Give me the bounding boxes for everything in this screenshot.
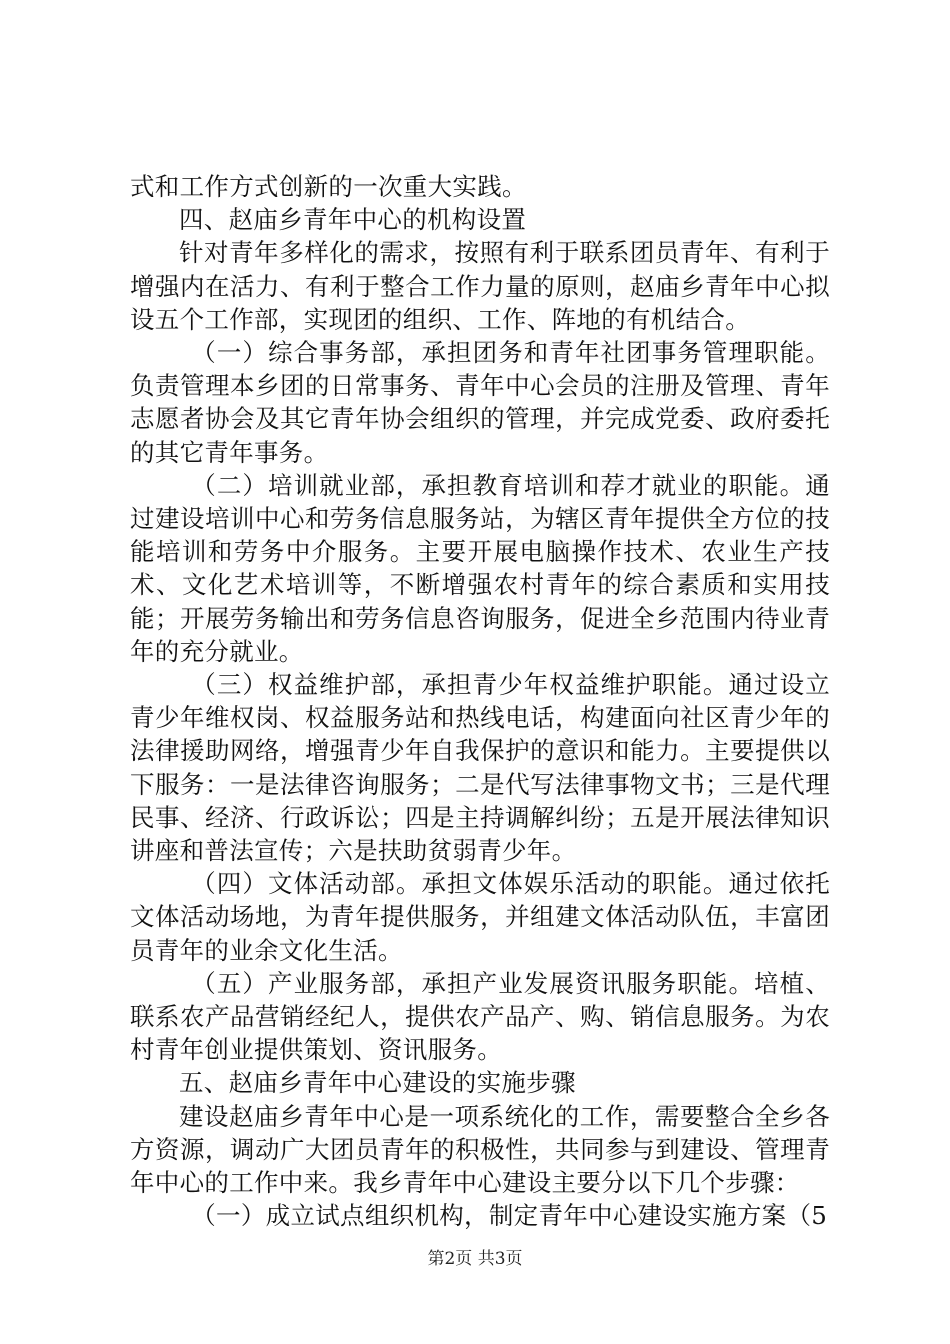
section-heading-4: 四、赵庙乡青年中心的机构设置 (179, 205, 527, 235)
document-body (130, 170, 830, 1233)
page-number-footer: 第2页 共3页 (427, 1249, 523, 1269)
paragraph-step-1: （一）成立试点组织机构，制定青年中心建设实施方案（5 (191, 1201, 828, 1231)
paragraph-continuation: 式和工作方式创新的一次重大实践。 (130, 172, 527, 201)
paragraph-dept-1: （一）综合事务部，承担团务和青年社团事务管理职能。负责管理本乡团的日常事务、青年中心会员的注册及管理、青年志愿者协会及其它青年协会组织的管理，并完成党委、政府委托的其它青年事务。 (130, 338, 830, 467)
paragraph-dept-2: （二）培训就业部，承担教育培训和荐才就业的职能。通过建设培训中心和劳务信息服务站，为辖区青年提供全方位的技能培训和劳务中介服务。主要开展电脑操作技术、农业生产技术、文化艺术培训等，不断增强农村青年的综合素质和实用技能；开展劳务输出和劳务信息咨询服务，促进全乡范围内待业青年的充分就业。 (130, 470, 830, 666)
paragraph-dept-5: （五）产业服务部，承担产业发展资讯服务职能。培植、联系农产品营销经纪人，提供农产品产、购、销信息服务。为农村青年创业提供策划、资讯服务。 (130, 968, 830, 1065)
paragraph-steps-intro: 建设赵庙乡青年中心是一项系统化的工作，需要整合全乡各方资源，调动广大团员青年的积极性，共同参与到建设、管理青年中心的工作中来。我乡青年中心建设主要分以下几个步骤： (130, 1101, 830, 1198)
section-heading-5: 五、赵庙乡青年中心建设的实施步骤 (179, 1068, 576, 1098)
paragraph-intro: 针对青年多样化的需求，按照有利于联系团员青年、有利于增强内在活力、有利于整合工作力量的原则，赵庙乡青年中心拟设五个工作部，实现团的组织、工作、阵地的有机结合。 (130, 238, 830, 334)
paragraph-dept-3: （三）权益维护部，承担青少年权益维护职能。通过设立青少年维权岗、权益服务站和热线电话，构建面向社区青少年的法律援助网络，增强青少年自我保护的意识和能力。主要提供以下服务：一是法律咨询服务；二是代写法律事物文书；三是代理民事、经济、行政诉讼；四是主持调解纠纷；五是开展法律知识讲座和普法宣传；六是扶助贫弱青少年。 (130, 670, 830, 866)
paragraph-dept-4: （四）文体活动部。承担文体娱乐活动的职能。通过依托文体活动场地，为青年提供服务，并组建文体活动队伍，丰富团员青年的业余文化生活。 (130, 869, 830, 965)
